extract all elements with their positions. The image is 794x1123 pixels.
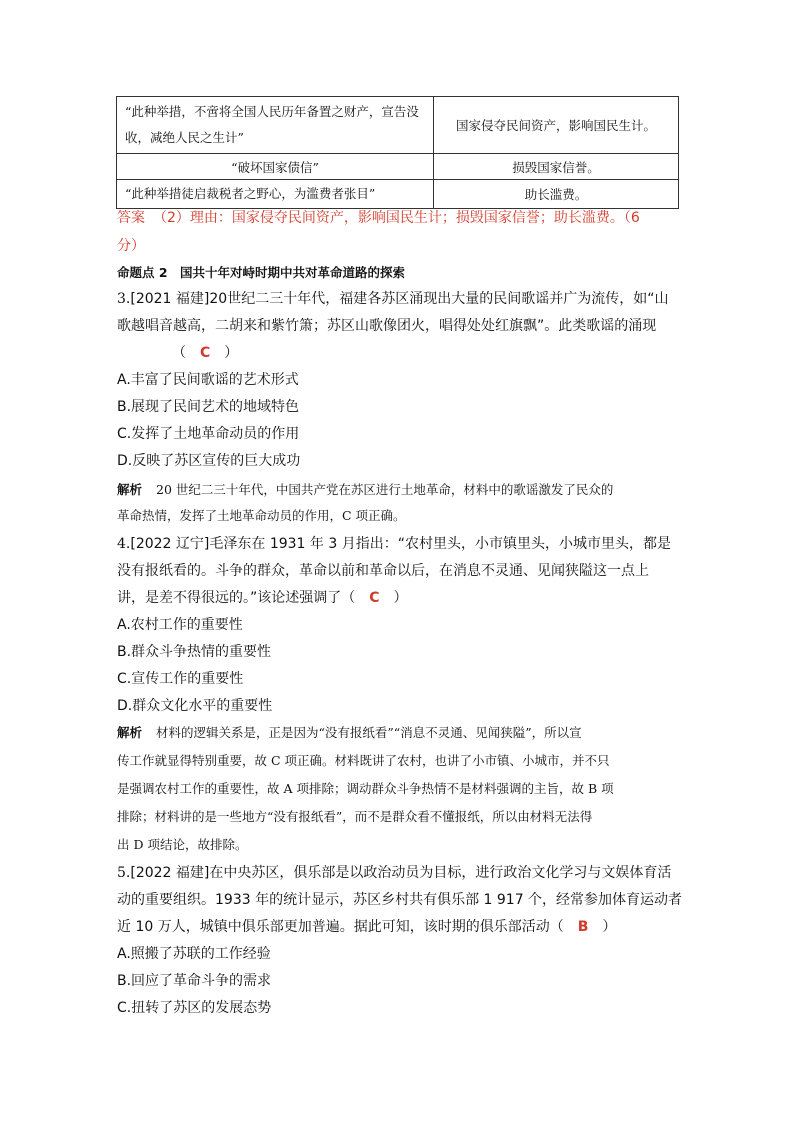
question-text: 讲，是差不得很远的。”该论述强调了（	[117, 590, 356, 606]
question-stem	[117, 288, 668, 308]
answer-line	[117, 207, 640, 227]
question-stem	[117, 916, 616, 936]
question-source: [2021 福建]	[130, 291, 210, 307]
question-number: 5.	[117, 865, 131, 881]
option-c: C.扭转了苏区的发展态势	[117, 1000, 272, 1016]
option-b: B.群众斗争热情的重要性	[117, 644, 272, 660]
option-a: A.农村工作的重要性	[117, 617, 243, 633]
answer-letter: C	[369, 590, 380, 606]
option-c: C.宣传工作的重要性	[117, 671, 244, 687]
question-stem	[117, 587, 408, 607]
paren-close: ）	[602, 919, 617, 935]
table-row	[117, 97, 679, 154]
answer-text: （2）理由：国家侵夺民间资产，影响国民生计；损毁国家信誉；助长滥费。（6	[153, 210, 640, 226]
analysis-line	[117, 480, 613, 498]
question-source: [2022 福建]	[130, 865, 210, 881]
analysis-text: 材料的逻辑关系是，正是因为“没有报纸看”“消息不灵通、见闻狭隘”，所以宣	[156, 725, 582, 740]
analysis-label: 解析	[117, 482, 143, 497]
question-number: 4.	[117, 536, 131, 552]
question-stem	[117, 533, 671, 553]
answer-line	[117, 235, 145, 255]
table-cell-quote: “破坏国家债信”	[117, 154, 434, 180]
analysis-line: 革命热情，发挥了土地革命动员的作用，C 项正确。	[117, 508, 406, 523]
table-cell-quote: “此种举措，不啻将全国人民历年备置之财产，宣告没收，减绝人民之生计”	[117, 97, 434, 154]
option-d: D.反映了苏区宣传的巨大成功	[117, 453, 301, 469]
option-a: A.丰富了民间歌谣的艺术形式	[117, 372, 299, 388]
analysis-line: 出 D 项结论，故排除。	[117, 837, 248, 852]
answer-text: 分）	[117, 238, 145, 254]
analysis-text: 20 世纪二三十年代，中国共产党在苏区进行土地革命，材料中的歌谣激发了民众的	[156, 482, 614, 497]
table-cell-quote: “此种举措徒启裁税者之野心，为滥费者张目”	[117, 180, 434, 209]
answer-bracket	[172, 342, 238, 362]
option-c: C.发挥了土地革命动员的作用	[117, 426, 300, 442]
analysis-line	[117, 723, 582, 741]
material-table	[116, 96, 679, 209]
paren-open: （	[172, 345, 186, 361]
paren-close: ）	[393, 590, 408, 606]
question-text: 近 10 万人，城镇中俱乐部更加普遍。据此可知，该时期的俱乐部活动（	[117, 919, 564, 935]
table-cell-meaning: 损毁国家信誉。	[434, 154, 679, 180]
paren-close: ）	[224, 345, 239, 361]
option-a: A.照搬了苏联的工作经验	[117, 946, 271, 962]
analysis-line: 是强调农村工作的重要性，故 A 项排除；调动群众斗争热情不是材料强调的主旨，故 B 项	[117, 781, 614, 796]
answer-letter: B	[577, 919, 589, 935]
topic-heading: 命题点 2 国共十年对峙时期中共对革命道路的探索	[117, 265, 406, 280]
question-text: 20世纪二三十年代，福建各苏区涌现出大量的民间歌谣并广为流传，如“山	[209, 291, 669, 307]
question-stem: 没有报纸看的。斗争的群众，革命以前和革命以后，在消息不灵通、见闻狭隘这一点上	[117, 563, 649, 579]
question-text: 毛泽东在 1931 年 3 月指出：“农村里头，小市镇里头，小城市里头，都是	[209, 536, 671, 552]
question-stem	[117, 862, 671, 882]
option-b: B.回应了革命斗争的需求	[117, 973, 272, 989]
answer-label: 答案	[117, 210, 145, 226]
analysis-line: 传工作就显得特别重要，故 C 项正确。材料既讲了农村，也讲了小市镇、小城市，并不只	[117, 753, 610, 768]
table-cell-meaning: 助长滥费。	[434, 180, 679, 209]
analysis-label: 解析	[117, 725, 143, 740]
question-text: 在中央苏区，俱乐部是以政治动员为目标，进行政治文化学习与文娱体育活	[209, 865, 672, 881]
table-cell-meaning: 国家侵夺民间资产，影响国民生计。	[434, 97, 679, 154]
question-stem: 歌越唱音越高，二胡来和紫竹箫；苏区山歌像团火，唱得处处红旗飘”。此类歌谣的涌现	[117, 318, 657, 334]
option-b: B.展现了民间艺术的地域特色	[117, 399, 300, 415]
table-row	[117, 180, 679, 209]
option-d: D.群众文化水平的重要性	[117, 698, 273, 714]
answer-letter: C	[200, 345, 211, 361]
question-stem: 动的重要组织。1933 年的统计显示，苏区乡村共有俱乐部 1 917 个，经常参加体育运动者	[117, 892, 683, 908]
question-number: 3.	[117, 291, 131, 307]
question-source: [2022 辽宁]	[130, 536, 210, 552]
table-row	[117, 154, 679, 180]
analysis-line: 排除；材料讲的是一些地方“没有报纸看”，而不是群众看不懂报纸，所以由材料无法得	[117, 809, 593, 824]
